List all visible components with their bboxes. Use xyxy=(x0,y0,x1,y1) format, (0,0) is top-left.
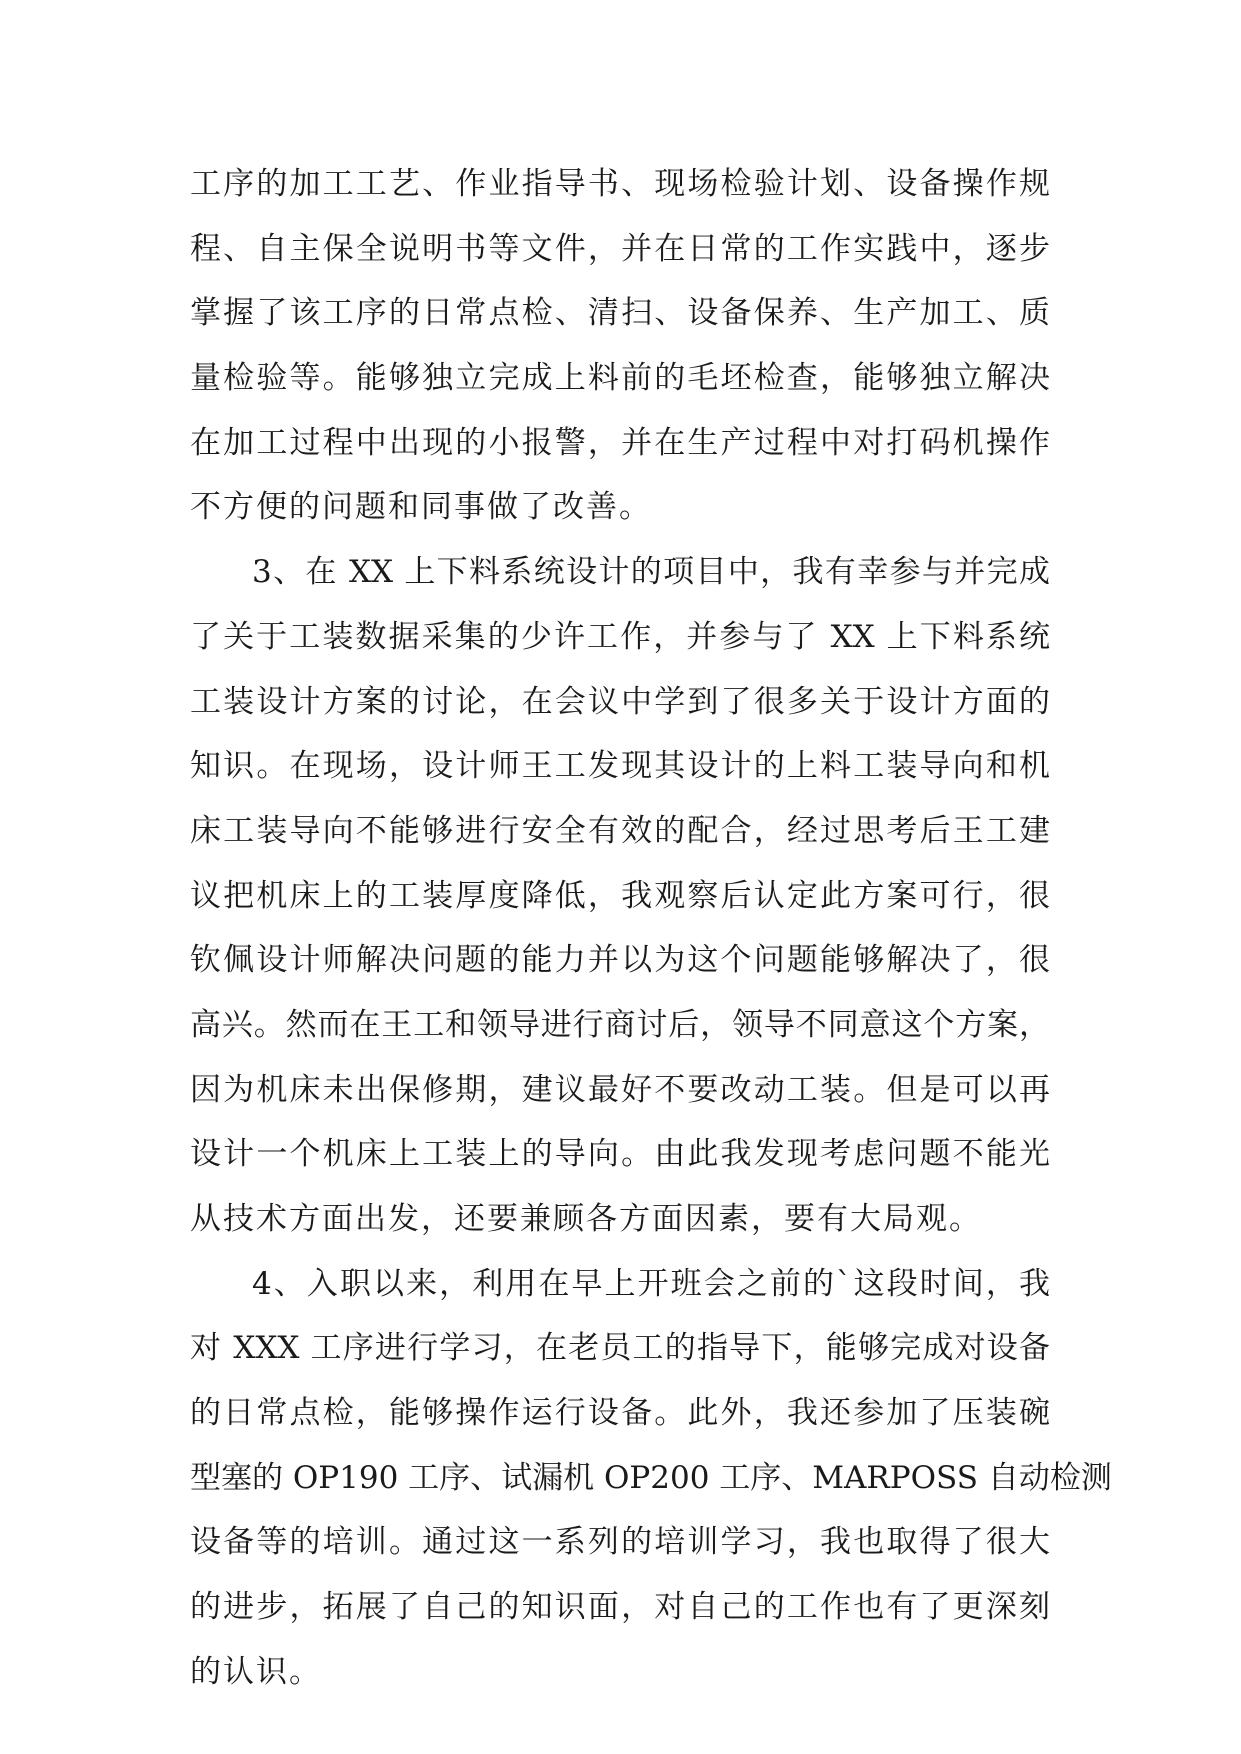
document-body xyxy=(190,152,1112,1705)
text-line: 从技术方面出发，还要兼顾各方面因素，要有大局观。 xyxy=(190,1201,982,1237)
text-line: 高兴。然而在王工和领导进行商讨后，领导不同意这个方案， xyxy=(190,1006,1050,1043)
text-line: 的认识。 xyxy=(190,1653,322,1690)
text-line: 的进步，拓展了自己的知识面，对自己的工作也有了更深刻 xyxy=(190,1589,1050,1626)
text-line: 议把机床上的工装厚度降低，我观察后认定此方案可行，很 xyxy=(190,877,1050,914)
text-line: 4、入职以来，利用在早上开班会之前的`这段时间，我 xyxy=(252,1265,1050,1302)
text-line: 了关于工装数据采集的少许工作，并参与了 XX 上下料系统 xyxy=(190,618,1050,655)
text-line: 设备等的培训。通过这一系列的培训学习，我也取得了很大 xyxy=(190,1524,1050,1561)
text-line: 的日常点检，能够操作运行设备。此外，我还参加了压装碗 xyxy=(190,1395,1050,1432)
text-line: 工装设计方案的讨论，在会议中学到了很多关于设计方面的 xyxy=(190,683,1050,720)
paragraph-continuation xyxy=(190,152,1050,540)
text-line: 因为机床未出保修期，建议最好不要改动工装。但是可以再 xyxy=(190,1071,1050,1108)
text-line: 量检验等。能够独立完成上料前的毛坯检查，能够独立解决 xyxy=(190,360,1050,397)
text-line: 3、在 XX 上下料系统设计的项目中，我有幸参与并完成 xyxy=(252,554,1050,591)
text-line: 知识。在现场，设计师王工发现其设计的上料工装导向和机 xyxy=(190,748,1050,785)
text-line: 不方便的问题和同事做了改善。 xyxy=(190,489,652,526)
text-line: 床工装导向不能够进行安全有效的配合，经过思考后王工建 xyxy=(190,812,1050,849)
paragraph-item-3 xyxy=(190,540,1050,1252)
text-line: 设计一个机床上工装上的导向。由此我发现考虑问题不能光 xyxy=(190,1136,1050,1173)
text-line: 工序的加工工艺、作业指导书、现场检验计划、设备操作规 xyxy=(190,166,1050,202)
text-line: 钦佩设计师解决问题的能力并以为这个问题能够解决了，很 xyxy=(190,942,1050,979)
text-line: 程、自主保全说明书等文件，并在日常的工作实践中，逐步 xyxy=(190,230,1050,267)
paragraph-item-4 xyxy=(190,1252,1112,1705)
text-line: 对 XXX 工序进行学习，在老员工的指导下，能够完成对设备 xyxy=(190,1330,1050,1367)
text-line: 在加工过程中出现的小报警，并在生产过程中对打码机操作 xyxy=(190,424,1050,461)
text-line: 掌握了该工序的日常点检、清扫、设备保养、生产加工、质 xyxy=(190,295,1050,332)
text-line: 型塞的 OP190 工序、试漏机 OP200 工序、MARPOSS 自动检测 xyxy=(190,1459,1112,1496)
